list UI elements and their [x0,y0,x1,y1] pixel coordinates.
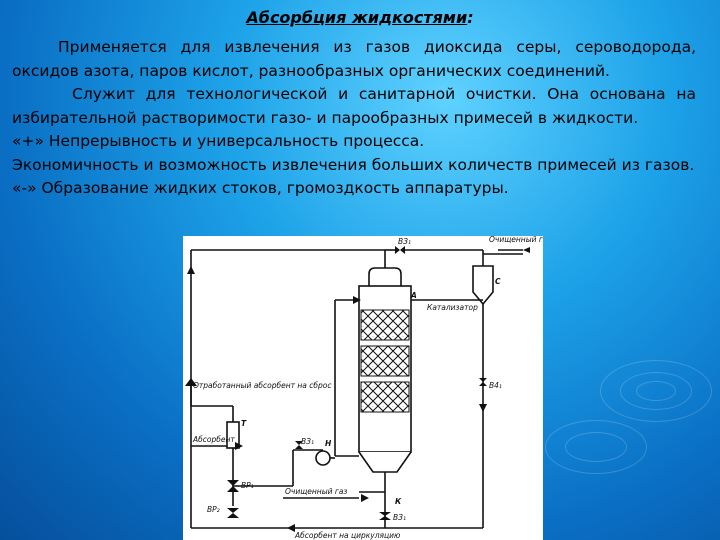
label-vp2: ВР₂ [207,505,220,514]
separator-c [473,266,493,304]
column-top-cap [369,268,401,286]
absorber-schematic [183,236,543,540]
label-t: Т [241,419,247,428]
pump-n [316,451,330,465]
label-c: С [495,277,501,286]
column-bottom-cone [359,452,411,472]
label-catalyst: Катализатор [427,303,478,312]
label-v3-top: ВЗ₁ [398,237,411,246]
label-k: К [395,497,402,506]
label-absorbent: Абсорбент [193,435,235,444]
label-v3-mid: ВЗ₁ [301,437,314,446]
label-a: А [411,291,417,300]
paragraph-advantages: «+» Непрерывность и универсальность процесса. [12,132,425,150]
paragraph-purpose: Служит для технологической и санитарной очистки. Она основана на избирательной растворимости газо- и парообразных примесей в жидкости. [12,85,696,127]
label-v3-bottom: ВЗ₁ [393,513,406,522]
paragraph-economy: Экономичность и возможность извлечения больших количеств примесей из газов. [12,155,695,174]
packing-layer-1 [361,310,409,340]
label-cleaned-gas-top: Очищенный г [489,236,543,244]
label-spent-absorbent: Отработанный абсорбент на сброс [193,381,332,390]
packing-layer-2 [361,346,409,376]
valve-vp2 [227,508,239,518]
slide-title [0,8,720,27]
label-n: Н [325,439,332,448]
packing-layer-3 [361,382,409,412]
paragraph-disadvantages: «-» Образование жидких стоков, громоздкость аппаратуры. [12,179,509,197]
label-vp1: ВР₁ [241,481,254,490]
slide-body [12,36,696,201]
valve-v4 [479,378,487,386]
valve-v3-bottom [379,512,391,520]
slide-title-colon: : [467,8,474,27]
paragraph-application: Применяется для извлечения из газов диоксида серы, сероводорода, оксидов азота, паров кислот, разнообразных органических соединений. [12,38,696,80]
label-v4: В4₁ [489,381,502,390]
slide-title-text: Абсорбция жидкостями [246,8,468,27]
ripple-decoration [565,432,627,462]
label-cleaned-gas-mid: Очищенный газ [285,487,348,496]
ripple-decoration [636,381,676,401]
label-recirculation: Абсорбент на циркуляцию [295,531,401,540]
absorber-diagram [183,236,543,540]
valve-v3-top [395,246,405,254]
